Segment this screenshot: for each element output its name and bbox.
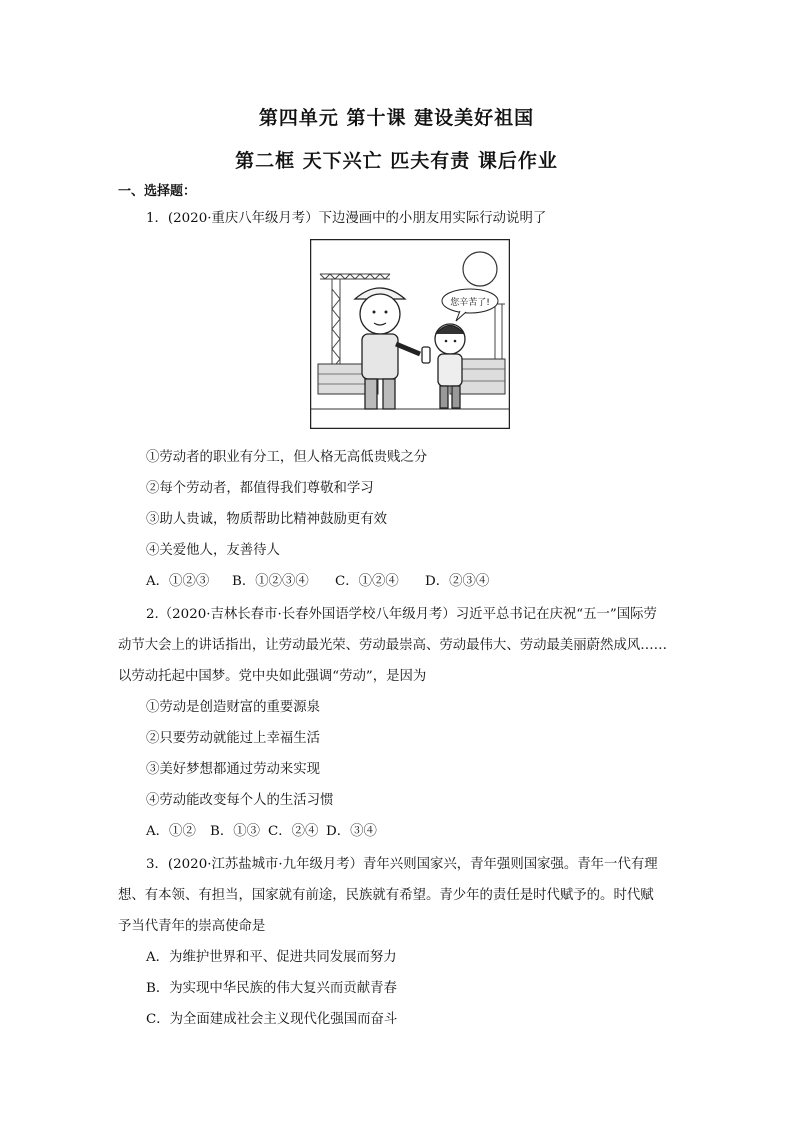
cartoon-drawing bbox=[310, 239, 510, 429]
q2-item-1: ①劳动是创造财富的重要源泉 bbox=[146, 700, 321, 715]
q2-stem-line2: 动节大会上的讲话指出，让劳动最光荣、劳动最崇高、劳动最伟大、劳动最美丽蔚然成风…… bbox=[118, 638, 668, 653]
q3-option-c[interactable]: C．为全面建成社会主义现代化强国而奋斗 bbox=[146, 1012, 398, 1027]
q1-stem: 1．(2020·重庆八年级月考）下边漫画中的小朋友用实际行动说明了 bbox=[146, 211, 547, 226]
page-title: 第四单元 第十课 建设美好祖国 bbox=[258, 107, 535, 129]
q2-stem-line3: 以劳动托起中国梦。党中央如此强调“劳动”，是因为 bbox=[118, 669, 427, 684]
q2-option-d[interactable]: D．③④ bbox=[326, 824, 377, 839]
q1-option-c[interactable]: C．①②④ bbox=[335, 574, 399, 589]
q2-options bbox=[146, 820, 706, 839]
q1-option-a[interactable]: A．①②③ bbox=[146, 574, 210, 589]
q1-item-4: ④关爱他人，友善待人 bbox=[146, 543, 280, 558]
q1-option-d[interactable]: D．②③④ bbox=[425, 574, 490, 589]
q2-option-a[interactable]: A．①② bbox=[146, 824, 196, 839]
q3-stem-line2: 想、有本领、有担当，国家就有前途，民族就有希望。青少年的责任是时代赋予的。时代赋 bbox=[118, 888, 654, 903]
q3-stem-line3: 予当代青年的崇高使命是 bbox=[118, 919, 266, 934]
cartoon-image bbox=[310, 239, 510, 429]
q1-option-b[interactable]: B．①②③④ bbox=[232, 574, 309, 589]
q2-option-c[interactable]: C．②④ bbox=[268, 824, 319, 839]
q1-item-2: ②每个劳动者，都值得我们尊敬和学习 bbox=[146, 481, 374, 496]
q3-option-a[interactable]: A．为维护世界和平、促进共同发展而努力 bbox=[146, 950, 397, 965]
q1-item-3: ③助人贵诚，物质帮助比精神鼓励更有效 bbox=[146, 512, 388, 527]
section-heading: 一、选择题： bbox=[118, 184, 197, 199]
page-subtitle: 第二框 天下兴亡 匹夫有责 课后作业 bbox=[235, 150, 558, 172]
q3-option-b[interactable]: B．为实现中华民族的伟大复兴而贡献青春 bbox=[146, 981, 397, 996]
q2-stem-line1: 2.（2020·吉林长春市·长春外国语学校八年级月考）习近平总书记在庆祝“五一”国际劳 bbox=[146, 607, 657, 622]
q1-options bbox=[146, 570, 706, 589]
q2-item-3: ③美好梦想都通过劳动来实现 bbox=[146, 762, 321, 777]
q2-item-4: ④劳动能改变每个人的生活习惯 bbox=[146, 793, 334, 808]
q2-item-2: ②只要劳动就能过上幸福生活 bbox=[146, 731, 321, 746]
speech-bubble-text: 您辛苦了! bbox=[450, 298, 490, 308]
q1-item-1: ①劳动者的职业有分工，但人格无高低贵贱之分 bbox=[146, 450, 428, 465]
q3-stem-line1: 3．(2020·江苏盐城市·九年级月考）青年兴则国家兴，青年强则国家强。青年一代有理 bbox=[146, 857, 658, 872]
q2-option-b[interactable]: B．①③ bbox=[210, 824, 261, 839]
